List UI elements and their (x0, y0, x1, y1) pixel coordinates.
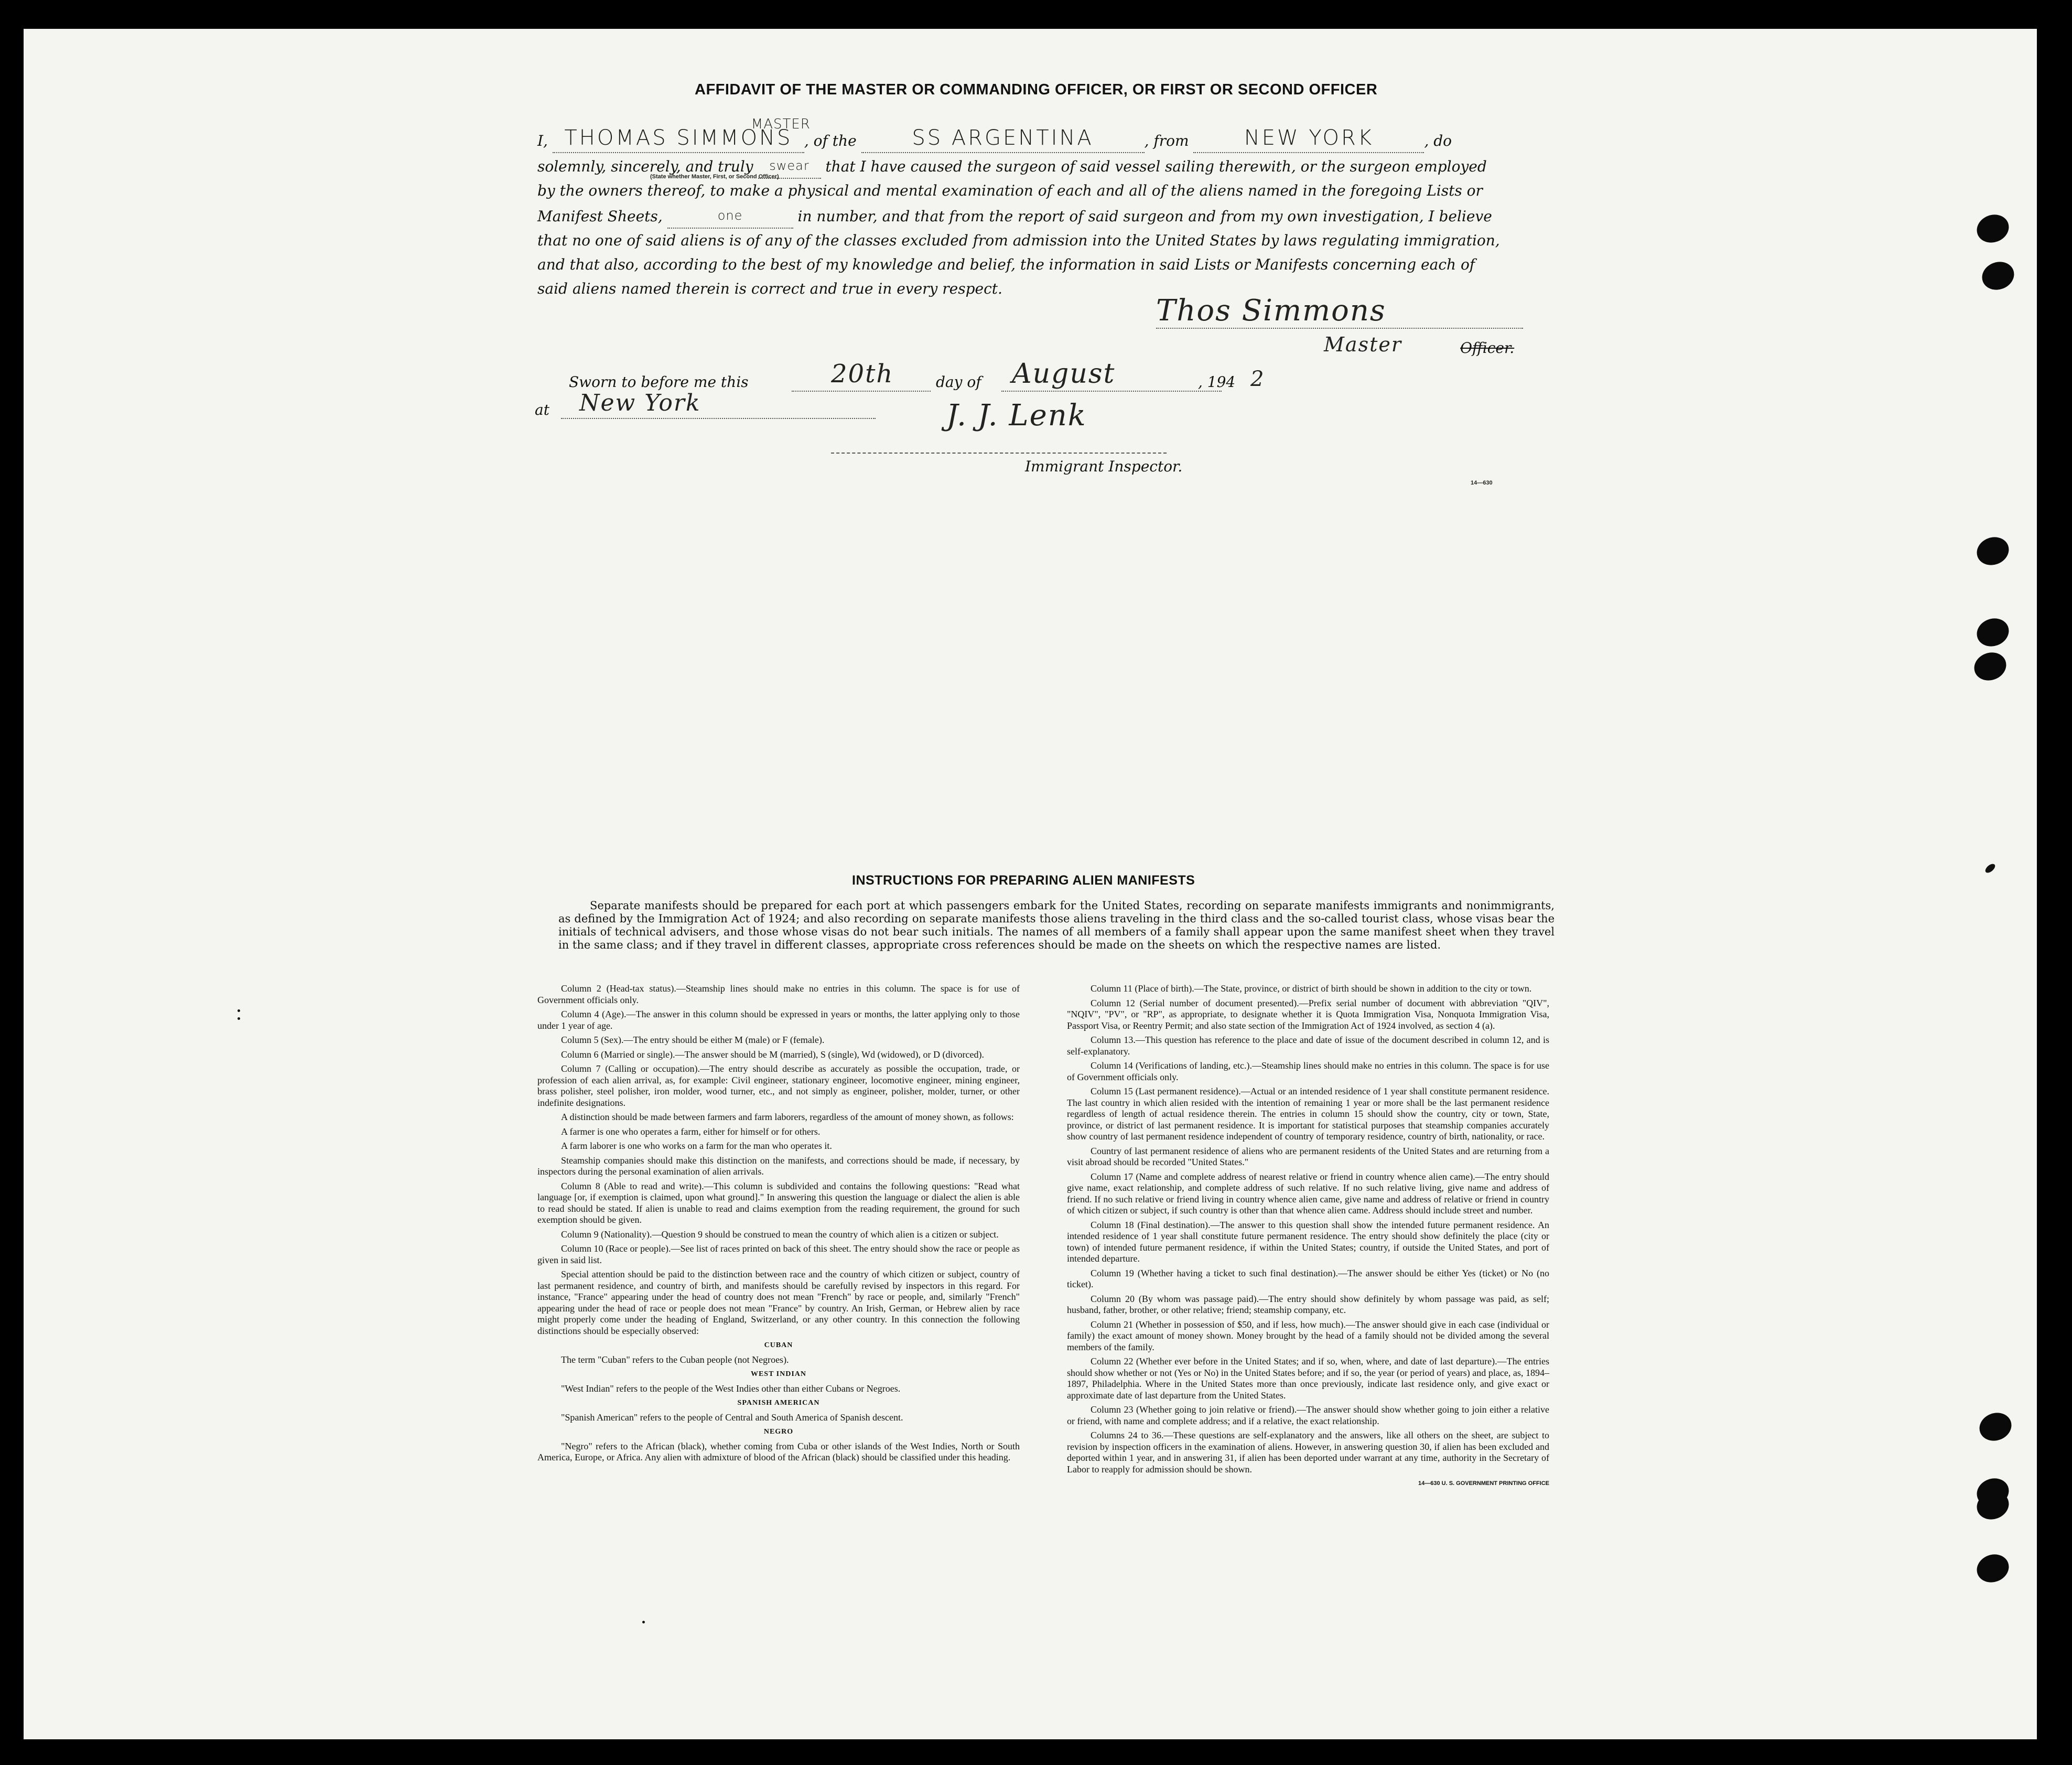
at-label: at (535, 401, 549, 418)
rank-note: (State whether Master, First, or Second Officer) (650, 174, 779, 180)
form-number: 14—630 (1471, 480, 1493, 486)
instruction-paragraph: Column 20 (By whom was passage paid).—The entry should show definitely by whom passage was paid, as self; husband, father, brother, or other relative; friend; steamship company, etc. (1067, 1293, 1549, 1315)
ink-speck (642, 1621, 645, 1623)
instruction-paragraph: Country of last permanent residence of aliens who are permanent residents of the United States and are returning from a visit abroad should be recorded "United States." (1067, 1145, 1549, 1167)
instruction-paragraph: Column 23 (Whether going to join relative or friend).—The answer should show whether going to join either a relative or friend, with name and complete address; and if a relative, the exact relationship. (1067, 1404, 1549, 1426)
instruction-paragraph: Steamship companies should make this distinction on the manifests, and corrections should be made, if necessary, by inspectors during the personal examination of alien arrivals. (537, 1155, 1020, 1177)
punch-hole (1973, 210, 2013, 247)
punch-hole (1973, 533, 2013, 569)
instruction-paragraph: Column 10 (Race or people).—See list of races printed on back of this sheet. The entry should show the race or people as given in said list. (537, 1243, 1020, 1265)
instruction-paragraph: Column 21 (Whether in possession of $50, and if less, how much).—The answer should give in each case (individual or family) the exact amount of money shown. Money brought by the head of a family should not be divided among the several members of the family. (1067, 1319, 1549, 1352)
master-name-field (553, 116, 811, 153)
cuban-definition: The term "Cuban" refers to the Cuban people (not Negroes). (561, 1354, 789, 1365)
sheets-count: one (717, 208, 743, 223)
instruction-paragraph: Column 8 (Able to read and write).—This column is subdivided and contains the following questions: "Read what language [or, if exemption is claimed, upon what ground]." In answering this question the language or dialect the alien is able to read should be stated. If alien is unable to read and claims exemption from the reading requirement, the ground for such exemption should be given. (537, 1180, 1020, 1225)
vessel-field (861, 126, 1145, 153)
at-place-line (561, 418, 876, 419)
inspector-line (831, 453, 1167, 454)
sworn-day: 20th (831, 359, 894, 389)
punch-hole (1973, 614, 2013, 651)
printing-office-footer: 14—630 U. S. GOVERNMENT PRINTING OFFICE (1418, 1480, 1549, 1487)
signature-rank: Master (1324, 333, 1402, 356)
departure-port: NEW YORK (1244, 126, 1374, 150)
instruction-paragraph: Column 14 (Verifications of landing, etc.).—Steamship lines should make no entries in this column. The space is for use of Government officials only. (1067, 1060, 1549, 1082)
instruction-paragraph: Column 9 (Nationality).—Question 9 should be construed to mean the country of which alien is a citizen or subject. (561, 1229, 999, 1240)
instruction-paragraph: Column 18 (Final destination).—The answer to this question shall show the intended future permanent residence. An intended residence of 1 year shall constitute future permanent residence. The entry should show definitely the place (city or town) of intended future permanent residence, if within the United States; country, if outside the United States, and port of intended departure. (1067, 1219, 1549, 1264)
affidavit-of-the: , of the (804, 132, 857, 149)
instruction-paragraph: Column 15 (Last permanent residence).—Actual or an intended residence of 1 year shall constitute permanent residence. The last country in which alien resided with the intention of remaining 1 year or more shall be the last permanent residence regardless of length of actual residence therein. The entries in column 15 should show the country, city or town, State, province, or district of last permanent residence. It is important for statistical purposes that steamship companies accurately show country of last permanent residence independent of country of temporary residence, country of birth, nationality, or race. (1067, 1086, 1549, 1142)
instruction-paragraph: A farm laborer is one who works on a farm for the man who operates it. (561, 1140, 832, 1151)
sworn-label: Sworn to before me this (569, 373, 749, 391)
instructions-intro: Separate manifests should be prepared for each port at which passengers embark for the United States, recording on separate manifests immigrants and nonimmigrants, as defined by the Immigration Act of 1924; and also recording on separate manifests those aliens traveling in the third class and the so-called tourist class, whose visas bear the initials of technical advisers, and those whose visas do not bear such initials. The names of all members of a family shall appear upon the same manifest sheet when they travel in the same class; and if they travel in different classes, appropriate cross references should be made on the sheets on which the respective names are listed. (558, 899, 1555, 951)
instruction-paragraph: Column 22 (Whether ever before in the United States; and if so, when, where, and date of last departure).—The entries should show whether or not (Yes or No) in the United States before; and if so, the year (or period of years) and place, as, 1894–1897, Philadelphia. Where in the United States more than once previously, indicate last residence only, and give exact or approximate date of last departure from the United States. (1067, 1356, 1549, 1401)
affidavit-solemnly: solemnly, sincerely, and truly (537, 158, 753, 175)
inspector-label: Immigrant Inspector. (1025, 458, 1183, 475)
instruction-paragraph: Column 7 (Calling or occupation).—The entry should describe as accurately as possible the occupation, trade, or profession of each alien arrival, as, for example: Civil engineer, stationary engineer, locomotive engineer, mining engineer, brass polisher, steel polisher, iron molder, wood turner, etc., and not simply as engineer, polisher, molder, turner, or other indefinite designations. (537, 1063, 1020, 1108)
sworn-year-digit: 2 (1250, 367, 1265, 391)
negro-heading: NEGRO (763, 1428, 794, 1436)
master-name: THOMAS SIMMONS (564, 126, 793, 150)
punch-hole (1973, 1550, 2013, 1587)
cuban-heading: CUBAN (764, 1341, 793, 1349)
instruction-paragraph: Column 19 (Whether having a ticket to such final destination).—The answer should be either Yes (ticket) or No (no ticket). (1067, 1267, 1549, 1289)
instruction-paragraph: Columns 24 to 36.—These questions are self-explanatory and the answers, like all others on the sheet, are subject to revision by inspection officers in the examination of aliens. However, in answering question 30, if alien has been excluded and deported within 1 year, and in answering 31, if alien has been deported under warrant at any time, authority in the Secretary of Labor to reapply for admission should be shown. (1067, 1430, 1549, 1475)
instruction-paragraph: Column 4 (Age).—The answer in this column should be expressed in years or months, the latter applying only to those under 1 year of age. (537, 1009, 1020, 1031)
instructions-left-column (537, 983, 1020, 1467)
affidavit-from: , from (1144, 132, 1189, 149)
sworn-month-line (1001, 391, 1222, 392)
ink-speck (238, 1009, 240, 1012)
vessel-name: SS ARGENTINA (912, 126, 1094, 150)
officer-label: Officer. (1460, 339, 1515, 357)
affidavit-title: AFFIDAVIT OF THE MASTER OR COMMANDING OFFICER, OR FIRST OR SECOND OFFICER (695, 81, 1378, 98)
instruction-paragraph: Column 13.—This question has reference to the place and date of issue of the document described in column 12, and is self-explanatory. (1067, 1035, 1549, 1057)
port-field (1193, 126, 1424, 153)
affidavit-body-2: in number, and that from the report of said surgeon and from my own investigation, I believe that no one of said aliens is of any of the classes excluded from admission into the United States by laws regulating immigration, and that also, according to the best of my knowledge and belief, the information in said Lists or Manifests concerning each of said aliens named therein is correct and true in every respect. (537, 208, 1500, 297)
west-indian-definition: "West Indian" refers to the people of the West Indies other than either Cubans or Negroes. (561, 1383, 901, 1394)
affidavit-do: , do (1424, 132, 1452, 149)
instruction-paragraph: A farmer is one who operates a farm, either for himself or for others. (561, 1126, 821, 1137)
at-place: New York (579, 390, 701, 416)
sworn-month: August (1012, 358, 1116, 390)
master-rank-handwritten: MASTER (751, 116, 811, 132)
ink-speck (1984, 862, 1997, 874)
day-of-label: day of (936, 373, 981, 391)
instruction-paragraph: A distinction should be made between farmers and farm laborers, regardless of the amount of money shown, as follows: (561, 1112, 1014, 1122)
instruction-paragraph: Column 12 (Serial number of document presented).—Prefix serial number of document with abbreviation "QIV", "NQIV", "PV", or "RP", as appropriate, to designate whether it is Quota Immigration Visa, Nonquota Immigration Visa, Passport Visa, or Reentry Permit; and also state section of the Immigration Act of 1924 involved, as section 4 (a). (1067, 997, 1549, 1031)
sworn-day-line (792, 391, 931, 392)
oath-word: swear (769, 158, 810, 173)
inspector-signature: J. J. Lenk (946, 399, 1087, 433)
punch-hole (1970, 648, 2010, 685)
instructions-right-column (1067, 983, 1549, 1490)
affidavit-i: I, (537, 132, 548, 149)
spanish-american-definition: "Spanish American" refers to the people of Central and South America of Spanish descent. (561, 1412, 903, 1423)
instruction-paragraph: Column 17 (Name and complete address of nearest relative or friend in country whence alien came).—The entry should give name, exact relationship, and complete address of such relative. If no such relative living, give name and address of friend. If no such relative or friend living in country whence alien came, give name and address of relative or friend in country of which citizen or subject, if such country is other than that whence alien came. Address should include street and number. (1067, 1171, 1549, 1215)
punch-hole (1976, 1408, 2015, 1445)
punch-hole (1978, 257, 2018, 294)
document-page (24, 29, 2037, 1739)
instruction-paragraph: Special attention should be paid to the distinction between race and the country of which citizen or subject, country of last permanent residence, and country of birth, and manifests should be carefully revised by inspectors in this regard. For instance, "France" appearing under the head of country does not mean "French" by race or people, and, similarly "French" appearing under the head of race or people does not mean "France" by country. An Irish, German, or Hebrew alien by race might properly come under the heading of England, Switzerland, or any other country. In this connection the following distinctions should be especially observed: (537, 1269, 1020, 1336)
ink-speck (238, 1017, 240, 1020)
negro-definition: "Negro" refers to the African (black), whether coming from Cuba or other islands of the West Indies, North or South America, Europe, or Africa. Any alien with admixture of blood of the African (black) should be classified under this heading. (537, 1440, 1020, 1462)
instruction-paragraph: Column 11 (Place of birth).—The State, province, or district of birth should be shown in addition to the city or town. (1091, 983, 1532, 994)
instruction-paragraph: Column 2 (Head-tax status).—Steamship lines should make no entries in this column. The space is for use of Government officials only. (537, 983, 1020, 1005)
instructions-title: INSTRUCTIONS FOR PREPARING ALIEN MANIFESTS (852, 873, 1195, 888)
west-indian-heading: WEST INDIAN (750, 1370, 807, 1378)
instruction-paragraph: Column 5 (Sex).—The entry should be either M (male) or F (female). (561, 1035, 825, 1045)
sheets-count-field (667, 203, 793, 229)
instruction-paragraph: Column 6 (Married or single).—The answer should be M (married), S (single), Wd (widowed), or D (divorced). (561, 1049, 984, 1060)
spanish-american-heading: SPANISH AMERICAN (737, 1399, 820, 1407)
year-prefix: , 194 (1198, 373, 1236, 391)
affidavit-body-1: that I have caused the surgeon of said vessel sailing therewith, or the surgeon employed by the owners thereof, to make a physical and mental examination of each and all of the aliens named in the foregoing Lists or Manifest Sheets, (537, 158, 1487, 225)
master-signature: Thos Simmons (1156, 294, 1523, 329)
affidavit-body (537, 116, 1507, 301)
